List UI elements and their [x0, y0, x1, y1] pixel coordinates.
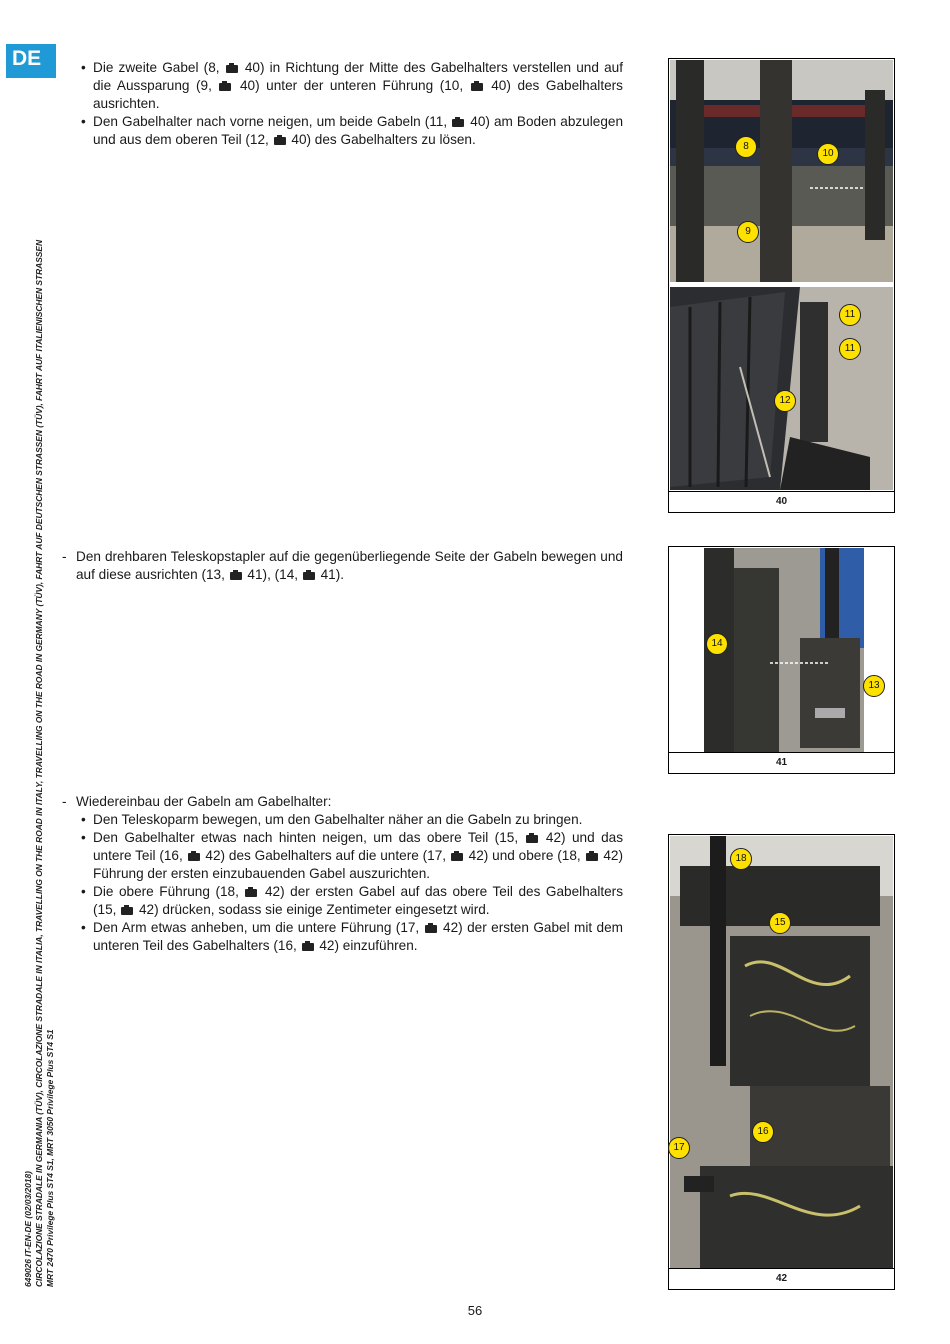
section-2-text — [62, 548, 623, 584]
callout-17: 17 — [668, 1137, 690, 1159]
camera-icon — [226, 63, 238, 73]
list-item: • Den Arm etwas anheben, um die untere Führung (17, 42) der ersten Gabel mit dem unteren Teil des Gabelhalters (16, 42) einzuführen. — [81, 919, 623, 955]
callout-11: 11 — [839, 338, 861, 360]
list-item: • Den Teleskoparm bewegen, um den Gabelhalter näher an die Gabeln zu bringen. — [81, 811, 623, 829]
figure-caption: 42 — [669, 1268, 894, 1289]
list-item: - Den drehbaren Teleskopstapler auf die gegenüberliegende Seite der Gabeln bewegen und auf diese ausrichten (13, 41), (14, 41). — [62, 548, 623, 584]
callout-11: 11 — [839, 304, 861, 326]
camera-icon — [230, 570, 242, 580]
list-item: • Die obere Führung (18, 42) der ersten Gabel auf das obere Teil des Gabelhalters (15, 42) drücken, sodass sie einige Zentimeter eingesetzt wird. — [81, 883, 623, 919]
camera-icon — [451, 851, 463, 861]
photo-fork-carriage-front — [670, 60, 893, 282]
camera-icon — [526, 833, 538, 843]
callout-13: 13 — [863, 675, 885, 697]
callout-8: 8 — [735, 136, 757, 158]
figure-42 — [668, 834, 895, 1290]
camera-icon — [471, 81, 483, 91]
camera-icon — [188, 851, 200, 861]
sub-list — [62, 811, 623, 955]
figure-40 — [668, 58, 895, 513]
camera-icon — [452, 117, 464, 127]
camera-icon — [219, 81, 231, 91]
doc-topics: CIRCOLAZIONE STRADALE IN GERMANIA (TÜV), CIRCOLAZIONE STRADALE IN ITALIA, TRAVELLING ON THE ROAD IN ITALY, TRAVELLING ON THE ROAD IN GERMANY (TÜV), FAHRT AUF DEUTSCHEN STRASSEN (TÜV), FAHRT AUF ITALIENISCHEN STRASSEN — [34, 239, 44, 1287]
camera-icon — [245, 887, 257, 897]
document-reference — [23, 239, 56, 1287]
callout-14: 14 — [706, 633, 728, 655]
callout-12: 12 — [774, 390, 796, 412]
list-item: • Den Gabelhalter nach vorne neigen, um beide Gabeln (11, 40) am Boden abzulegen und aus dem oberen Teil (12, 40) des Gabelhalters zu lösen. — [81, 113, 623, 149]
list-item: - Wiedereinbau der Gabeln am Gabelhalter: — [62, 793, 623, 811]
callout-15: 15 — [769, 912, 791, 934]
language-badge-underline — [6, 74, 56, 78]
photo-fork-reinstallation — [670, 836, 893, 1269]
figure-caption: 40 — [669, 491, 894, 512]
section-1-text — [81, 59, 623, 149]
figure-caption: 41 — [669, 752, 894, 773]
callout-18: 18 — [730, 848, 752, 870]
camera-icon — [303, 570, 315, 580]
page-number: 56 — [467, 1303, 483, 1318]
doc-code: 649026 IT-EN-DE (02/03/2018) — [23, 1171, 33, 1287]
doc-models: MRT 2470 Privilege Plus ST4 S1, MRT 3050 Privilege Plus ST4 S1 — [45, 1029, 55, 1287]
camera-icon — [121, 905, 133, 915]
camera-icon — [302, 941, 314, 951]
callout-10: 10 — [817, 143, 839, 165]
list-item: • Den Gabelhalter etwas nach hinten neigen, um das obere Teil (15, 42) und das untere Teil (16, 42) des Gabelhalters auf die untere (17, 42) und obere (18, 42) Führung der ersten einzubauenden Gabel auszurichten. — [81, 829, 623, 883]
callout-9: 9 — [737, 221, 759, 243]
camera-icon — [425, 923, 437, 933]
callout-16: 16 — [752, 1121, 774, 1143]
section-3-text — [62, 793, 623, 955]
photo-telehandler-alignment — [670, 548, 893, 752]
list-item: • Die zweite Gabel (8, 40) in Richtung der Mitte des Gabelhalters verstellen und auf die Aussparung (9, 40) unter der unteren Führung (10, 40) des Gabelhalters ausrichten. — [81, 59, 623, 113]
camera-icon — [586, 851, 598, 861]
camera-icon — [274, 135, 286, 145]
language-badge: DE — [6, 44, 56, 74]
figure-41 — [668, 546, 895, 774]
